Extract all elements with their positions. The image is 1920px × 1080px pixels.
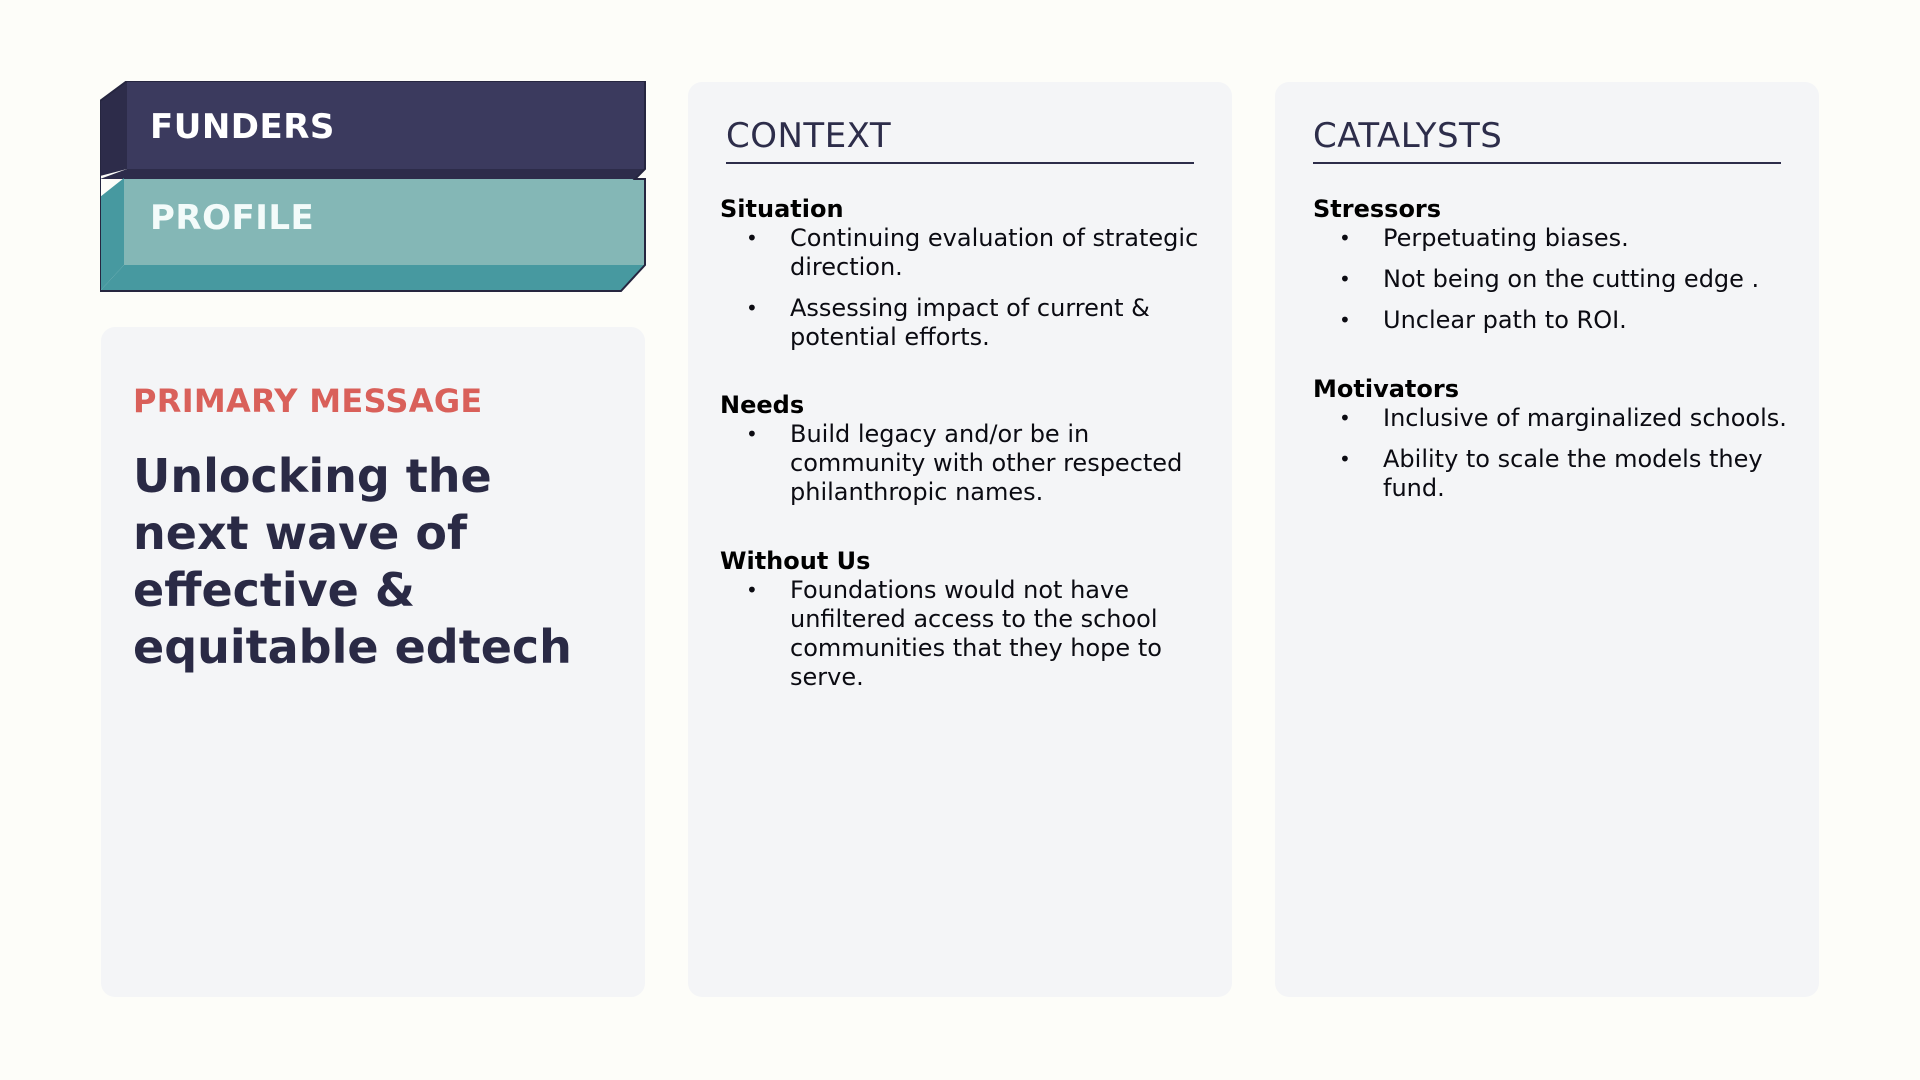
bullet-list bbox=[1313, 404, 1803, 503]
bullet-icon: • bbox=[1339, 226, 1351, 250]
list-item bbox=[1313, 404, 1803, 433]
list-item-text: Foundations would not have unfiltered access to the school communities that they hope to serve. bbox=[790, 576, 1162, 691]
bullet-list bbox=[1313, 224, 1803, 335]
primary-message-eyebrow: PRIMARY MESSAGE bbox=[133, 382, 483, 420]
bullet-icon: • bbox=[746, 578, 758, 602]
primary-message-headline: Unlocking the next wave of effective & equitable edtech bbox=[133, 449, 572, 674]
context-heading: CONTEXT bbox=[726, 116, 892, 156]
list-item bbox=[720, 224, 1210, 282]
funders-block-side bbox=[100, 81, 127, 176]
list-item bbox=[720, 294, 1210, 352]
list-item-text: Ability to scale the models they fund. bbox=[1383, 445, 1763, 502]
list-item-text: Inclusive of marginalized schools. bbox=[1383, 404, 1787, 432]
title-banner bbox=[100, 81, 646, 293]
stressors-section bbox=[1313, 194, 1803, 347]
motivators-section bbox=[1313, 374, 1803, 515]
list-item bbox=[1313, 306, 1803, 335]
without-us-section bbox=[720, 546, 1210, 704]
list-item bbox=[720, 576, 1210, 692]
section-title: Stressors bbox=[1313, 195, 1442, 223]
list-item bbox=[1313, 445, 1803, 503]
bullet-list bbox=[720, 420, 1210, 507]
section-title: Needs bbox=[720, 391, 805, 419]
section-title: Motivators bbox=[1313, 375, 1459, 403]
bullet-icon: • bbox=[746, 422, 758, 446]
list-item bbox=[720, 420, 1210, 507]
list-item-text: Perpetuating biases. bbox=[1383, 224, 1629, 252]
list-item-text: Assessing impact of current & potential efforts. bbox=[790, 294, 1150, 351]
bullet-list bbox=[720, 576, 1210, 692]
list-item bbox=[1313, 224, 1803, 253]
list-item-text: Build legacy and/or be in community with other respected philanthropic names. bbox=[790, 420, 1183, 506]
banner-subtitle: PROFILE bbox=[150, 198, 315, 238]
profile-block-bottom bbox=[100, 265, 645, 291]
list-item-text: Not being on the cutting edge . bbox=[1383, 265, 1760, 293]
needs-section bbox=[720, 390, 1210, 519]
bullet-list bbox=[720, 224, 1210, 352]
bullet-icon: • bbox=[746, 226, 758, 250]
section-title: Situation bbox=[720, 195, 844, 223]
bullet-icon: • bbox=[1339, 406, 1351, 430]
list-item bbox=[1313, 265, 1803, 294]
funders-block-bottom bbox=[100, 169, 645, 179]
context-divider bbox=[726, 162, 1194, 164]
section-title: Without Us bbox=[720, 547, 871, 575]
situation-section bbox=[720, 194, 1210, 364]
catalysts-divider bbox=[1313, 162, 1781, 164]
catalysts-heading: CATALYSTS bbox=[1313, 116, 1503, 156]
bullet-icon: • bbox=[1339, 308, 1351, 332]
banner-title: FUNDERS bbox=[150, 107, 335, 147]
bullet-icon: • bbox=[1339, 447, 1351, 471]
bullet-icon: • bbox=[1339, 267, 1351, 291]
bullet-icon: • bbox=[746, 296, 758, 320]
list-item-text: Unclear path to ROI. bbox=[1383, 306, 1627, 334]
list-item-text: Continuing evaluation of strategic direction. bbox=[790, 224, 1199, 281]
